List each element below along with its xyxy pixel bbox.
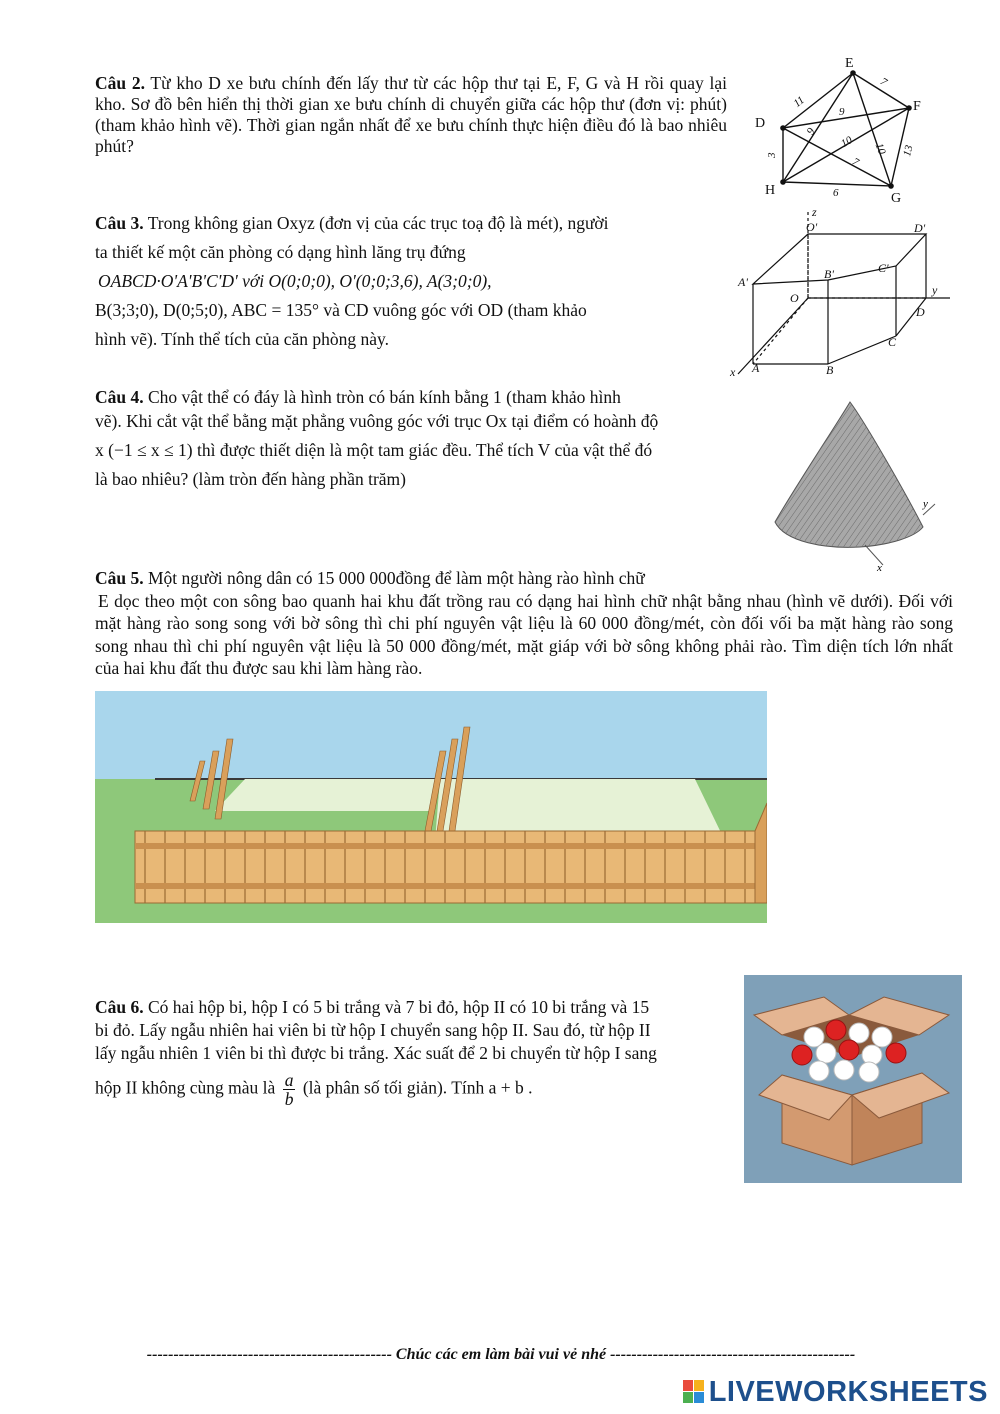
liveworksheets-logo (683, 1376, 988, 1409)
label-z: z (812, 206, 817, 219)
vertex-H: H (765, 183, 776, 198)
label-A-prime: A' (738, 275, 748, 289)
fraction-denominator: b (284, 1089, 294, 1109)
label-x: x (730, 365, 736, 379)
graph-edges (783, 73, 909, 186)
question-4-line3: x (−1 ≤ x ≤ 1) thì được thiết diện là một tam giác đều. Thể tích V của vật thể đó (95, 440, 653, 460)
question-6-label: Câu 6. (95, 997, 144, 1017)
fraction-numerator: a (284, 1070, 294, 1090)
question-3 (95, 209, 695, 354)
question-3-label: Câu 3. (95, 213, 144, 233)
fraction-a-over-b (283, 1071, 296, 1108)
question-2-label: Câu 2. (95, 73, 145, 93)
question-5-line1: Một người nông dân có 15 000 000đồng để làm một hàng rào hình chữ (148, 568, 645, 588)
question-6-line2: bi đỏ. Lấy ngẫu nhiên hai viên bi từ hộp I chuyển sang hộp II. Sau đó, từ hộp II (95, 1020, 651, 1040)
edge-weight-EF: 7 (877, 75, 889, 89)
label-A: A (752, 361, 760, 375)
fence-illustration (95, 691, 767, 923)
label-B-prime: B' (824, 267, 834, 281)
question-6-line4-after: (là phân số tối giản). Tính a + b . (302, 1077, 533, 1098)
label-y: y (932, 283, 938, 297)
question-6-line1: Có hai hộp bi, hộp I có 5 bi trắng và 7 bi đỏ, hộp II có 10 bi trắng và 15 (148, 997, 650, 1017)
edge-weight-DE: 11 (791, 94, 807, 110)
edge-weight-FG: 13 (901, 143, 916, 158)
question-3-line2: ta thiết kế một căn phòng có dạng hình lăng trụ đứng (95, 242, 466, 262)
vertex-D: D (755, 116, 766, 131)
marble-box-illustration (744, 975, 962, 1183)
liveworksheets-logo-icon (683, 1380, 705, 1404)
vertex-G: G (891, 191, 902, 206)
vertex-E: E (845, 56, 854, 71)
question-4-label: Câu 4. (95, 387, 144, 407)
question-3-line4: B(3;3;0), D(0;5;0), ABC = 135° và CD vuông góc với OD (tham khảo (95, 300, 587, 320)
question-5 (95, 567, 953, 680)
liveworksheets-logo-text: LIVEWORKSHEETS (708, 1376, 988, 1408)
question-4-line2: vẽ). Khi cắt vật thể bằng mặt phẳng vuông góc với trục Ox tại điểm có hoành độ (95, 411, 659, 431)
question-6 (95, 996, 731, 1108)
label-C: C (888, 335, 897, 349)
label-O: O (790, 291, 799, 305)
label-D: D (916, 305, 925, 319)
cone-label-x: x (877, 562, 882, 574)
edge-weight-HF: 10 (839, 134, 855, 151)
label-D-prime: D' (914, 221, 926, 235)
question-4-line4: là bao nhiêu? (làm tròn đến hàng phần trăm) (95, 469, 407, 489)
cone-label-y: y (923, 498, 928, 510)
edge-weight-EH: 9 (804, 126, 818, 138)
cone-solid-figure (765, 397, 950, 575)
edge-weight-HD: 3 (766, 152, 778, 158)
edge-weight-DG: 7 (850, 155, 861, 169)
prism-figure (718, 206, 950, 381)
question-6-line3: lấy ngẫu nhiên 1 viên bi thì được bi trắng. Xác suất để 2 bi chuyển từ hộp I sang (95, 1043, 657, 1063)
vertex-F: F (913, 99, 921, 114)
question-3-line5: hình vẽ). Tính thể tích của căn phòng này. (95, 329, 390, 349)
footer-message: ---------------------------------------------- Chúc các em làm bài vui vẻ nhé ---------------------------------------------- (146, 1346, 856, 1363)
edge-weight-DF: 9 (839, 106, 845, 118)
question-4-line1: Cho vật thể có đáy là hình tròn có bán kính bằng 1 (tham khảo hình (148, 387, 621, 407)
edge-weight-GH: 6 (833, 187, 839, 199)
question-4 (95, 385, 745, 491)
edge-weight-EG: 10 (872, 141, 888, 157)
question-6-line4-before: hộp II không cùng màu là (95, 1077, 276, 1098)
label-B: B (826, 363, 834, 377)
question-3-line1: Trong không gian Oxyz (đơn vị của các trục toạ độ là mét), người (147, 213, 609, 233)
question-2-text: Từ kho D xe bưu chính đến lấy thư từ các hộp thư tại E, F, G và H rồi quay lại kho. Sơ đồ bên hiển thị thời gian xe bưu chính di chuyển giữa các hộp thư (đơn vị: phút) (tham khảo hình vẽ). Thời gian ngắn nhất để xe bưu chính thực hiện điều đó là bao nhiêu phút? (95, 73, 727, 156)
label-O-prime: O' (806, 220, 818, 234)
question-5-label: Câu 5. (95, 568, 144, 588)
route-graph-figure (745, 52, 935, 207)
question-2 (95, 73, 727, 157)
question-5-rest: E dọc theo một con sông bao quanh hai khu đất trồng rau có dạng hai hình chữ nhật bằng nhau (hình vẽ dưới). Đối với mặt hàng rào song song với bờ sông thì chi phí nguyên vật liệu là 60 000 đồng/mét, còn đối vối ba mặt hàng rào song song nhau thì chi phí nguyên vật liệu là 50 000 đồng/mét, mặt giáp với bờ sông không phải rào. Tìm diện tích lớn nhất của hai khu đất thu được sau khi làm hàng rào. (95, 590, 953, 678)
question-3-line3: OABCD·O'A'B'C'D' với O(0;0;0), O'(0;0;3,6), A(3;0;0), (98, 271, 492, 291)
label-C-prime: C' (878, 261, 889, 275)
